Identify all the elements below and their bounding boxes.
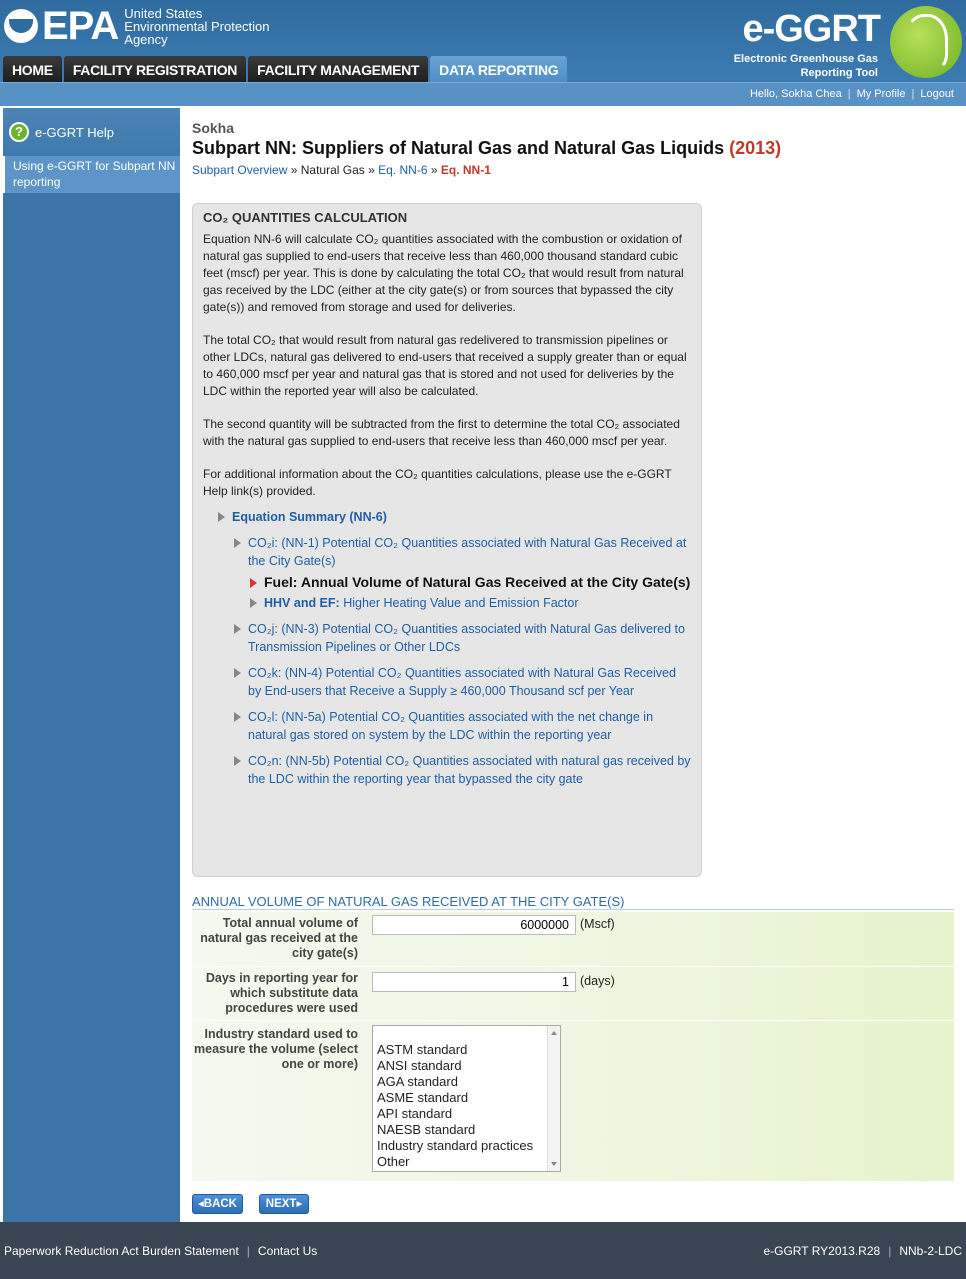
separator: | bbox=[847, 88, 851, 100]
volume-unit: (Mscf) bbox=[580, 917, 615, 931]
paperwork-link[interactable]: Paperwork Reduction Act Burden Statement bbox=[4, 1244, 239, 1258]
tree-item-co2j[interactable]: CO₂j: (NN-3) Potential CO₂ Quantities associated with Natural Gas delivered to Transmission Pipelines or Other LDCs bbox=[203, 620, 691, 656]
triangle-icon bbox=[233, 756, 243, 766]
calc-paragraph-4: For additional information about the CO₂ quantities calculations, please use the e-GGRT Help link(s) provided. bbox=[203, 467, 672, 498]
triangle-icon bbox=[217, 512, 227, 522]
breadcrumb-eq-nn6[interactable]: Eq. NN-6 bbox=[378, 163, 428, 177]
breadcrumb-subpart-overview[interactable]: Subpart Overview bbox=[192, 163, 288, 177]
version-label: e-GGRT RY2013.R28 bbox=[763, 1244, 881, 1258]
triangle-icon bbox=[233, 624, 243, 634]
co2-calculation-panel bbox=[192, 203, 702, 877]
site-header bbox=[0, 0, 966, 82]
tab-data-reporting[interactable]: DATA REPORTING bbox=[430, 56, 567, 82]
user-bar bbox=[0, 82, 966, 106]
tree-item-summary[interactable]: Equation Summary (NN-6) bbox=[203, 508, 691, 526]
main-content bbox=[192, 120, 954, 1210]
standard-label: Industry standard used to measure the volume (select one or more) bbox=[194, 1027, 358, 1071]
tab-home[interactable]: HOME bbox=[3, 56, 62, 82]
triangle-icon bbox=[233, 712, 243, 722]
breadcrumb-natural-gas: Natural Gas bbox=[300, 163, 365, 177]
help-title: e-GGRT Help bbox=[35, 124, 114, 140]
calc-paragraph-1: Equation NN-6 will calculate CO₂ quantities associated with the combustion or oxidation of natural gas supplied to end-users that receive less than 460,000 thousand standard cubic feet (mscf) per year. This is done by calculating the total CO₂ that would result from natural gas received by the LDC (either at the city gate(s) or from sources that bypassed the city gate(s)) and removed from storage and used for deliveries. bbox=[203, 232, 684, 314]
form-section-title: ANNUAL VOLUME OF NATURAL GAS RECEIVED AT THE CITY GATE(S) bbox=[192, 894, 954, 910]
tree-item-hhv-ef[interactable]: HHV and EF: Higher Heating Value and Emission Factor bbox=[203, 594, 691, 612]
listbox-option[interactable]: NAESB standard bbox=[377, 1122, 476, 1137]
listbox-option[interactable]: ANSI standard bbox=[377, 1058, 462, 1073]
listbox-option[interactable]: ASME standard bbox=[377, 1090, 469, 1105]
triangle-icon bbox=[249, 598, 259, 608]
page-title: Subpart NN: Suppliers of Natural Gas and Natural Gas Liquids (2013) bbox=[192, 138, 782, 158]
calc-paragraph-2: The total CO₂ that would result from natural gas redelivered to transmission pipelines or other LDCs, natural gas delivered to end-users that received a supply greater than or equal to 460,000 mscf per year and natural gas that is stored and not used for deliveries by the LDC within the reported year will also be calculated. bbox=[203, 333, 687, 398]
days-input[interactable] bbox=[372, 972, 576, 992]
site-footer bbox=[0, 1222, 966, 1279]
breadcrumb-eq-nn1: Eq. NN-1 bbox=[440, 163, 491, 177]
triangle-icon bbox=[233, 668, 243, 678]
reporting-year: (2013) bbox=[729, 138, 782, 158]
epa-agency-name: United States Environmental Protection Agency bbox=[124, 5, 270, 47]
back-button[interactable]: ◂BACK bbox=[192, 1194, 243, 1214]
industry-standard-listbox[interactable] bbox=[372, 1025, 561, 1172]
epa-wordmark: EPA bbox=[4, 4, 118, 49]
eggrt-logo bbox=[730, 6, 962, 80]
facility-name: Sokha bbox=[192, 120, 235, 136]
separator: | bbox=[888, 1244, 892, 1258]
listbox-option[interactable]: Industry standard practices bbox=[377, 1138, 534, 1153]
listbox-option[interactable]: AGA standard bbox=[377, 1074, 458, 1089]
separator: | bbox=[246, 1244, 250, 1258]
tab-facility-management[interactable]: FACILITY MANAGEMENT bbox=[248, 56, 428, 82]
arrow-left-icon: ◂ bbox=[197, 1198, 204, 1210]
eggrt-title: e-GGRT bbox=[742, 8, 880, 50]
days-label: Days in reporting year for which substitute data procedures were used bbox=[205, 971, 358, 1015]
tree-item-co2l[interactable]: CO₂l: (NN-5a) Potential CO₂ Quantities associated with the net change in natural gas stored on system by the LDC within the reporting year bbox=[203, 708, 691, 744]
volume-row bbox=[192, 912, 954, 967]
listbox-option[interactable]: API standard bbox=[377, 1106, 453, 1121]
tree-item-co2n[interactable]: CO₂n: (NN-5b) Potential CO₂ Quantities associated with natural gas received by the LDC within the reporting year that bypassed the city gate bbox=[203, 752, 691, 788]
eggrt-subtitle: Electronic Greenhouse Gas Reporting Tool bbox=[733, 53, 878, 79]
tree-item-co2i[interactable]: CO₂i: (NN-1) Potential CO₂ Quantities associated with Natural Gas Received at the City Gate(s) bbox=[203, 534, 691, 570]
page-id-label: NNb-2-LDC bbox=[899, 1244, 962, 1258]
volume-label: Total annual volume of natural gas received at the city gate(s) bbox=[200, 916, 358, 960]
contact-link[interactable]: Contact Us bbox=[257, 1244, 318, 1258]
next-button[interactable]: NEXT▸ bbox=[259, 1194, 309, 1214]
calc-paragraph-3: The second quantity will be subtracted from the first to determine the total CO₂ associated with the natural gas supplied to end-users that receive less than 460,000 mscf per year. bbox=[203, 417, 680, 448]
bird-icon bbox=[904, 14, 948, 70]
main-nav bbox=[3, 56, 569, 82]
separator: | bbox=[911, 88, 915, 100]
user-greeting: Hello, Sokha Chea bbox=[749, 88, 842, 100]
arrow-right-icon: ▸ bbox=[296, 1198, 303, 1210]
tab-facility-registration[interactable]: FACILITY REGISTRATION bbox=[64, 56, 246, 82]
days-unit: (days) bbox=[580, 974, 615, 988]
volume-input[interactable] bbox=[372, 915, 576, 935]
logout-link[interactable]: Logout bbox=[920, 88, 954, 100]
volume-form bbox=[192, 894, 954, 1210]
breadcrumb: Subpart Overview » Natural Gas » Eq. NN-6 » Eq. NN-1 bbox=[192, 163, 491, 177]
standard-row bbox=[192, 1021, 954, 1182]
listbox-option[interactable]: ASTM standard bbox=[377, 1042, 468, 1057]
help-link-subpart-nn[interactable]: Using e-GGRT for Subpart NN reporting bbox=[3, 156, 180, 193]
current-marker-icon bbox=[249, 578, 259, 588]
sidebar bbox=[3, 108, 180, 1222]
help-header bbox=[3, 108, 180, 156]
listbox-scrollbar[interactable] bbox=[547, 1026, 560, 1171]
my-profile-link[interactable]: My Profile bbox=[856, 88, 906, 100]
listbox-option[interactable]: Other bbox=[377, 1154, 410, 1169]
days-row bbox=[192, 967, 954, 1021]
panel-title: CO₂ QUANTITIES CALCULATION bbox=[203, 210, 408, 225]
help-icon: ? bbox=[9, 122, 29, 142]
tree-item-fuel-current: Fuel: Annual Volume of Natural Gas Received at the City Gate(s) bbox=[203, 574, 691, 590]
equation-tree bbox=[203, 508, 691, 788]
epa-globe-icon bbox=[4, 9, 38, 43]
epa-logo[interactable] bbox=[4, 5, 270, 47]
triangle-icon bbox=[233, 538, 243, 548]
tree-item-co2k[interactable]: CO₂k: (NN-4) Potential CO₂ Quantities associated with Natural Gas Received by End-users that Receive a Supply ≥ 460,000 Thousand scf per Year bbox=[203, 664, 691, 700]
